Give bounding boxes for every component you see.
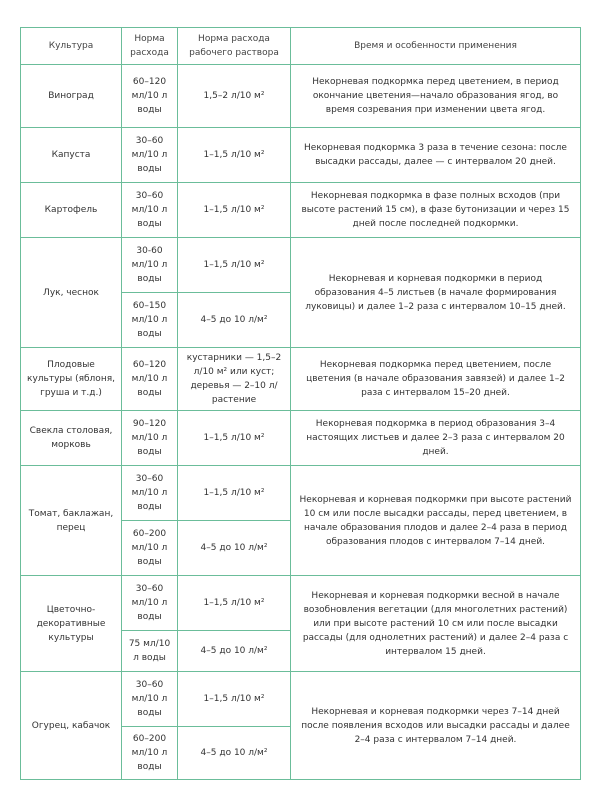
solution-cell: 4–5 до 10 л/м² [178,293,291,348]
solution-cell: 1–1,5 л/10 м² [178,411,291,466]
culture-cell: Плодовые культуры (яблоня, груша и т.д.) [21,348,122,411]
table-row [21,65,581,128]
norm-cell: 30–60 мл/10 л воды [122,466,178,521]
solution-cell: 4–5 до 10 л/м² [178,631,291,672]
norm-cell: 30–60 мл/10 л воды [122,672,178,727]
table-header-row [21,28,581,65]
norm-cell: 60–120 мл/10 л воды [122,65,178,128]
description-cell: Некорневая подкормка перед цветением, в период окончание цветения—начало образования ягод, во время созревания при изменении цвета ягод. [291,65,581,128]
norm-cell: 30–60 мл/10 л воды [122,128,178,183]
header-norm: Норма расхода [122,28,178,65]
description-cell: Некорневая и корневая подкормки весной в начале возобновления вегетации (для многолетних растений) или при высоте растений 10 см или после высадки рассады (для однолетних растений) и далее 2–4 раза с интервалом 15 дней. [291,576,581,672]
norm-cell: 60–150 мл/10 л воды [122,293,178,348]
description-cell: Некорневая подкормка перед цветением, после цветения (в начале образования завязей) и далее 1–2 раза с интервалом 15–20 дней. [291,348,581,411]
header-solution: Норма расхода рабочего раствора [178,28,291,65]
solution-cell: 1–1,5 л/10 м² [178,128,291,183]
table-row [21,348,581,411]
header-time: Время и особенности применения [291,28,581,65]
table-row [21,183,581,238]
norm-cell: 30–60 мл/10 л воды [122,576,178,631]
norm-cell: 75 мл/10 л воды [122,631,178,672]
culture-cell: Виноград [21,65,122,128]
solution-cell: 1–1,5 л/10 м² [178,466,291,521]
table-row [21,466,581,521]
solution-cell: 1–1,5 л/10 м² [178,672,291,727]
norm-cell: 30–60 мл/10 л воды [122,183,178,238]
solution-cell: кустарники — 1,5–2 л/10 м² или куст; деревья — 2–10 л/растение [178,348,291,411]
table-row [21,672,581,727]
solution-cell: 4–5 до 10 л/м² [178,521,291,576]
description-cell: Некорневая подкормка в период образования 3–4 настоящих листьев и далее 2–3 раза с интервалом 20 дней. [291,411,581,466]
description-cell: Некорневая подкормка в фазе полных всходов (при высоте растений 15 см), в фазе бутонизации и через 15 дней после последней подкормки. [291,183,581,238]
culture-cell: Свекла столовая, морковь [21,411,122,466]
solution-cell: 4–5 до 10 л/м² [178,727,291,780]
table-row [21,411,581,466]
description-cell: Некорневая и корневая подкормки через 7–14 дней после появления всходов или высадки рассады и далее 2–4 раза с интервалом 7–14 дней. [291,672,581,780]
table-row [21,128,581,183]
description-cell: Некорневая и корневая подкормки в период образования 4–5 листьев (в начале формирования луковицы) и далее 1–2 раза с интервалом 10–15 дней. [291,238,581,348]
description-cell: Некорневая и корневая подкормки при высоте растений 10 см или после высадки рассады, перед цветением, в начале образования плодов и далее 2–4 раза в период образования плодов с интервалом 7–14 дней. [291,466,581,576]
solution-cell: 1,5–2 л/10 м² [178,65,291,128]
header-culture: Культура [21,28,122,65]
culture-cell: Капуста [21,128,122,183]
solution-cell: 1–1,5 л/10 м² [178,576,291,631]
solution-cell: 1–1,5 л/10 м² [178,238,291,293]
culture-cell: Лук, чеснок [21,238,122,348]
description-cell: Некорневая подкормка 3 раза в течение сезона: после высадки рассады, далее — с интервалом 20 дней. [291,128,581,183]
culture-cell: Картофель [21,183,122,238]
norm-cell: 60–120 мл/10 л воды [122,348,178,411]
solution-cell: 1–1,5 л/10 м² [178,183,291,238]
fertilizer-table [20,27,581,780]
culture-cell: Цветочно-декоративные культуры [21,576,122,672]
table-row [21,238,581,293]
culture-cell: Огурец, кабачок [21,672,122,780]
table-row [21,576,581,631]
norm-cell: 60–200 мл/10 л воды [122,521,178,576]
norm-cell: 90–120 мл/10 л воды [122,411,178,466]
norm-cell: 60–200 мл/10 л воды [122,727,178,780]
norm-cell: 30-60 мл/10 л воды [122,238,178,293]
culture-cell: Томат, баклажан, перец [21,466,122,576]
